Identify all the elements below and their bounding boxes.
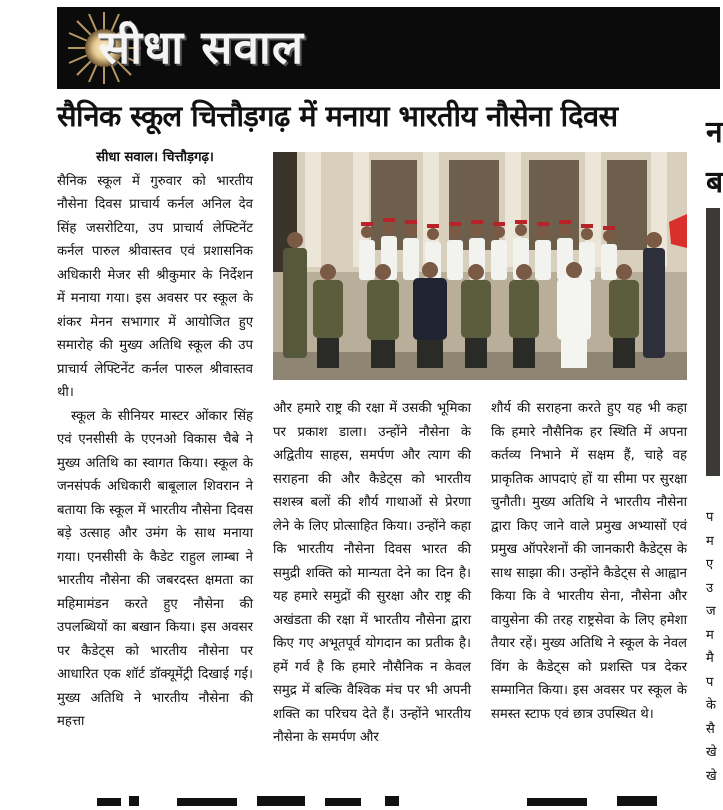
adjacent-photo <box>706 208 720 476</box>
article-column-2 <box>273 397 471 750</box>
paragraph: सैनिक स्कूल में गुरुवार को भारतीय नौसेना दिवस प्राचार्य कर्नल अनिल देव सिंह जसरोटिया, उप प्राचार्य लेफ्टिनेंट कर्नल पारुल श्रीवास्तव एवं प्रशासनिक अधिकारी मेजर सी श्रीकुमार के निर्देशन में मनाया गया। इस अवसर पर स्कूल के शंकर मेनन सभागार में आयोजित हुए समारोह की मुख्य अतिथि स्कूल की उप प्राचार्य लेफ्टिनेंट कर्नल पारुल श्रीवास्तव थी। <box>57 173 253 400</box>
article-column-1 <box>57 146 253 734</box>
adjacent-column-fragment: प म ए उ ज म मै प के सै खे खे <box>706 510 717 784</box>
article-column-3 <box>491 397 687 726</box>
cadets-group-photo-illustration <box>273 152 687 380</box>
brand-title: सीधा सवाल <box>99 20 305 74</box>
paragraph: और हमारे राष्ट्र की रक्षा में उसकी भूमिका पर प्रकाश डाला। उन्होंने नौसेना के अद्वितीय साहस, समर्पण और त्याग की सराहना की और कैडेट्स को भारतीय सशस्त्र बलों की शौर्य गाथाओं से प्रेरणा लेने के लिए प्रोत्साहित किया। उन्होंने कहा कि भारतीय नौसेना दिवस भारत की समुद्री शक्ति को मान्यता देने का दिन है। यह हमारे समुद्रों की सुरक्षा और राष्ट्र की अखंडता की रक्षा में भारतीय नौसेना द्वारा किए गए अभूतपूर्व योगदान का प्रतीक है। हमें गर्व है कि हमारे नौसैनिक न केवल समुद्र में बल्कि वैश्विक मंच पर भी अपनी शक्ति का परिचय देते हैं। उन्होंने भारतीय नौसेना के समर्पण और <box>273 401 471 745</box>
adjacent-headline-fragment: ब <box>706 165 723 200</box>
adjacent-headline-fragment: न <box>706 115 723 150</box>
dateline: सीधा सवाल। चित्तौड़गढ़। <box>96 150 214 165</box>
paragraph: शौर्य की सराहना करते हुए यह भी कहा कि हमारे नौसैनिक हर स्थिति में अपना कर्तव्य निभाने में सक्षम हैं, चाहे वह प्राकृतिक आपदाएं हों या सीमा पर सुरक्षा चुनौती। मुख्य अतिथि ने भारतीय नौसेना द्वारा किए जाने वाले प्रमुख अभ्यासों एवं प्रमुख ऑपरेशनों की जानकारी कैडेट्स के साथ साझा की। उन्होंने कैडेट्स से आह्वान किया कि वे भारतीय सेना, नौसेना और वायुसेना की तरह राष्ट्रसेवा के लिए हमेशा तैयार रहें। मुख्य अतिथि ने स्कूल के नेवल विंग के कैडेट्स को प्रशस्ति पत्र देकर सम्मानित किया। इस अवसर पर स्कूल के समस्त स्टाफ एवं छात्र उपस्थित थे। <box>491 401 687 722</box>
article-headline: सैनिक स्कूल चित्तौड़गढ़ में मनाया भारतीय नौसेना दिवस <box>57 99 618 133</box>
next-article-fragment <box>57 784 720 806</box>
cropped-text-fragment <box>57 784 720 806</box>
paragraph: स्कूल के सीनियर मास्टर ओंकार सिंह एवं एनसीसी के एएनओ विकास चैबे ने मुख्य अतिथि का स्वागत किया। स्कूल के जनसंपर्क अधिकारी बाबूलाल शिवरान ने बताया कि स्कूल में भारतीय नौसेना दिवस बड़े उत्साह और उमंग के साथ मनाया गया। एनसीसी के कैडेट राहुल लाम्बा ने भारतीय नौसेना की जबरदस्त क्षमता का महिमामंडन करते हुए नौसेना की उपलब्धियों का बखान किया। इस अवसर पर कैडेट्स को भारतीय नौसेना पर आधारित एक शॉर्ट डॉक्यूमेंट्री दिखाई गई। मुख्य अतिथि ने भारतीय नौसेना की महत्ता <box>57 408 253 729</box>
group-photo <box>273 152 687 380</box>
masthead <box>57 7 720 89</box>
